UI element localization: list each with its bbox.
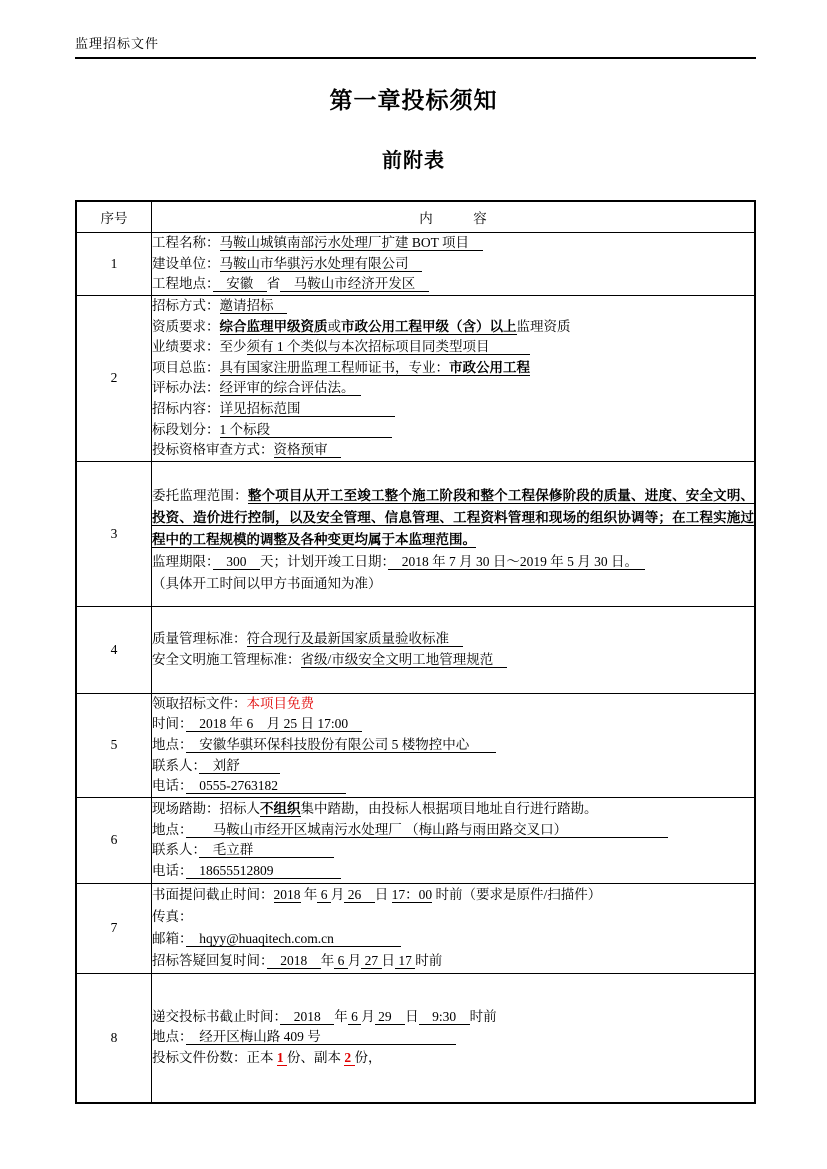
content-line bbox=[152, 629, 754, 650]
row-number-cell: 8 bbox=[76, 973, 152, 1103]
table-row bbox=[76, 606, 755, 693]
text-segment: 项目总监： bbox=[152, 359, 220, 375]
text-segment: 不组织 bbox=[260, 801, 301, 817]
text-segment: 2018 年 7 月 30 日～2019 年 5 月 30 日。 bbox=[388, 553, 645, 569]
text-segment: 0555-2763182 bbox=[185, 778, 346, 794]
text-segment: 2018 bbox=[280, 1008, 335, 1024]
row-number-cell: 6 bbox=[76, 797, 152, 883]
row-number-cell: 1 bbox=[76, 233, 152, 296]
text-segment: 天；计划开竣工日期： bbox=[260, 553, 389, 569]
text-segment: 马鞍山市经济开发区 bbox=[280, 276, 429, 292]
text-segment: 建设单位： bbox=[152, 255, 220, 271]
table-header bbox=[76, 201, 755, 233]
content-line bbox=[152, 233, 754, 254]
text-segment: 资质要求： bbox=[152, 318, 220, 334]
content-line bbox=[152, 573, 754, 595]
text-segment: 联系人： bbox=[152, 757, 200, 773]
content-line bbox=[152, 1048, 754, 1069]
text-segment: 现场踏勘：招标人 bbox=[152, 801, 260, 817]
text-segment: 质量管理标准： bbox=[152, 631, 247, 647]
text-segment: 投标资格审查方式： bbox=[152, 442, 274, 458]
text-segment: 招标方式： bbox=[152, 298, 220, 313]
text-segment: 招标答疑回复时间： bbox=[152, 953, 267, 969]
content-line bbox=[152, 714, 754, 735]
text-segment: 6 bbox=[317, 887, 331, 903]
text-segment: 安徽华骐环保科技股份有限公司 5 楼物控中心 bbox=[185, 736, 497, 752]
text-segment: 地点： bbox=[152, 1029, 186, 1045]
page-title: 前附表 bbox=[382, 150, 445, 172]
content-line bbox=[152, 840, 754, 861]
text-segment: hqyy@huaqitech.com.cn bbox=[185, 931, 402, 947]
content-line bbox=[152, 906, 754, 928]
text-segment: 经开区梅山路 409 号 bbox=[185, 1029, 456, 1045]
text-segment: 2018 年 6 月 25 日 17:00 bbox=[185, 716, 362, 732]
text-segment: 时前 bbox=[415, 953, 443, 969]
content-line bbox=[152, 420, 754, 441]
text-segment: 1 个标段 bbox=[219, 421, 392, 437]
text-segment: 委托监理范围： bbox=[152, 487, 248, 503]
content-line bbox=[152, 756, 754, 777]
text-segment: 6 bbox=[334, 953, 348, 969]
front-attached-table bbox=[75, 200, 756, 1104]
text-segment: 招标内容： bbox=[152, 400, 220, 416]
text-segment: 月 bbox=[361, 1008, 375, 1024]
text-segment: 月 bbox=[347, 953, 362, 969]
column-header-content: 内 容 bbox=[152, 201, 756, 233]
text-segment: 省 bbox=[266, 276, 281, 292]
content-line bbox=[152, 254, 754, 275]
text-segment: 时前（要求是原件/扫描件） bbox=[432, 887, 602, 903]
row-number-cell: 2 bbox=[76, 296, 152, 462]
table-row bbox=[76, 461, 755, 606]
content-line bbox=[152, 378, 754, 399]
text-segment: 17 bbox=[395, 953, 416, 969]
text-segment: 2018 bbox=[273, 887, 301, 903]
text-segment: 29 bbox=[374, 1008, 406, 1024]
text-segment: 市政公用工程 bbox=[449, 359, 530, 375]
header-label: 监理招标文件 bbox=[75, 36, 160, 51]
text-segment: 安全文明施工管理标准： bbox=[152, 651, 301, 667]
chapter-title: 第一章投标须知 bbox=[329, 88, 498, 113]
text-segment: 工程名称： bbox=[152, 235, 220, 251]
text-segment: 1 bbox=[276, 1050, 287, 1066]
text-segment: 年 bbox=[334, 1008, 348, 1024]
text-segment: 份， bbox=[354, 1050, 382, 1066]
table-row bbox=[76, 693, 755, 797]
text-segment: 马鞍山城镇南部污水处理厂扩建 BOT 项目 bbox=[219, 235, 483, 251]
text-segment: 经评审的综合评估法。 bbox=[219, 380, 362, 396]
text-segment: 26 bbox=[344, 887, 375, 903]
text-segment: 省级/市级安全文明工地管理规范 bbox=[300, 651, 507, 667]
row-content-cell bbox=[152, 973, 756, 1103]
text-segment: 投标文件份数：正本 bbox=[152, 1050, 277, 1066]
content-line bbox=[152, 884, 754, 906]
row-number-cell: 7 bbox=[76, 883, 152, 973]
text-segment: 地点： bbox=[152, 821, 186, 837]
content-line bbox=[152, 1027, 754, 1048]
text-segment: 评标办法： bbox=[152, 380, 220, 396]
table-row bbox=[76, 296, 755, 462]
text-segment: 日 bbox=[381, 953, 395, 969]
table-body bbox=[76, 233, 755, 1103]
content-line bbox=[152, 274, 754, 295]
text-segment: 须有 1 个类似与本次招标项目同类型项目 bbox=[246, 339, 530, 355]
text-segment: 18655512809 bbox=[185, 862, 341, 878]
text-segment: 毛立群 bbox=[199, 842, 335, 858]
text-segment: 17：00 bbox=[391, 887, 433, 903]
text-segment: 时间： bbox=[152, 716, 186, 732]
text-segment: 详见招标范围 bbox=[219, 400, 395, 416]
content-line bbox=[152, 650, 754, 671]
content-line bbox=[152, 399, 754, 420]
content-line bbox=[152, 861, 754, 882]
column-header-number: 序号 bbox=[76, 201, 152, 233]
text-segment: 马鞍山市经开区城南污水处理厂 （梅山路与雨田路交叉口） bbox=[185, 821, 669, 837]
text-segment: 月 bbox=[330, 887, 345, 903]
row-content-cell bbox=[152, 883, 756, 973]
text-segment: 电话： bbox=[152, 862, 186, 878]
content-line bbox=[152, 551, 754, 573]
text-segment: 电话： bbox=[152, 778, 186, 794]
page-header bbox=[75, 33, 756, 59]
table-row bbox=[76, 797, 755, 883]
text-segment: 27 bbox=[361, 953, 382, 969]
content-line bbox=[152, 1007, 754, 1028]
row-content-cell bbox=[152, 296, 756, 462]
table-row bbox=[76, 233, 755, 296]
text-segment: 传真： bbox=[152, 909, 193, 925]
row-number-cell: 5 bbox=[76, 693, 152, 797]
text-segment: 标段划分： bbox=[152, 421, 220, 437]
content-line bbox=[152, 317, 754, 338]
content-line bbox=[152, 694, 754, 715]
text-segment: 日 bbox=[405, 1008, 419, 1024]
text-segment: 日 bbox=[374, 887, 392, 903]
content-line bbox=[152, 950, 754, 972]
content-line bbox=[152, 440, 754, 461]
text-segment: 综合监理甲级资质 bbox=[219, 318, 328, 334]
text-segment: 时前 bbox=[469, 1008, 497, 1024]
text-segment: （具体开工时间以甲方书面通知为准） bbox=[152, 575, 382, 591]
text-segment: 或 bbox=[327, 318, 341, 334]
content-line bbox=[152, 799, 754, 820]
row-content-cell bbox=[152, 606, 756, 693]
table-row bbox=[76, 883, 755, 973]
text-segment: 刘舒 bbox=[199, 757, 281, 773]
text-segment: 资格预审 bbox=[273, 442, 341, 458]
content-line bbox=[152, 485, 754, 551]
text-segment: 邀请招标 bbox=[219, 298, 287, 313]
row-content-cell bbox=[152, 693, 756, 797]
content-line bbox=[152, 358, 754, 379]
text-segment: 地点： bbox=[152, 736, 186, 752]
text-segment: 2 bbox=[344, 1050, 355, 1066]
text-segment: 6 bbox=[347, 1008, 362, 1024]
text-segment: 符合现行及最新国家质量验收标准 bbox=[246, 631, 463, 647]
content-line bbox=[152, 296, 754, 317]
row-content-cell bbox=[152, 461, 756, 606]
text-segment: 书面提问截止时间： bbox=[152, 887, 274, 903]
content-line bbox=[152, 776, 754, 797]
text-segment: 具有国家注册监理工程师证书，专业： bbox=[219, 359, 449, 375]
text-segment: 本项目免费 bbox=[246, 695, 314, 711]
text-segment: 集中踏勘，由投标人根据项目地址自行进行踏勘。 bbox=[300, 801, 598, 817]
text-segment: 邮箱： bbox=[152, 931, 186, 947]
text-segment: 业绩要求：至少 bbox=[152, 339, 247, 355]
text-segment: 安徽 bbox=[212, 276, 267, 292]
table-header-row bbox=[76, 201, 755, 233]
row-content-cell bbox=[152, 233, 756, 296]
content-line bbox=[152, 337, 754, 358]
text-segment: 年 bbox=[320, 953, 335, 969]
content-line bbox=[152, 820, 754, 841]
table-row bbox=[76, 973, 755, 1103]
text-segment: 马鞍山市华骐污水处理有限公司 bbox=[219, 255, 422, 271]
content-line bbox=[152, 928, 754, 950]
text-segment: 领取招标文件： bbox=[152, 695, 247, 711]
text-segment: 2018 bbox=[266, 953, 321, 969]
text-segment: 年 bbox=[300, 887, 318, 903]
row-content-cell bbox=[152, 797, 756, 883]
text-segment: 工程地点： bbox=[152, 276, 213, 292]
text-segment: 9:30 bbox=[418, 1008, 470, 1024]
text-segment: 联系人： bbox=[152, 842, 200, 858]
text-segment: 300 bbox=[212, 553, 260, 569]
content-line bbox=[152, 735, 754, 756]
text-segment: 监理期限： bbox=[152, 553, 213, 569]
text-segment: 递交投标书截止时间： bbox=[152, 1008, 281, 1024]
text-segment: 监理资质 bbox=[516, 318, 571, 334]
text-segment: 市政公用工程甲级（含）以上 bbox=[341, 318, 517, 334]
row-number-cell: 3 bbox=[76, 461, 152, 606]
row-number-cell: 4 bbox=[76, 606, 152, 693]
text-segment: 整个项目从开工至竣工整个施工阶段和整个工程保修阶段的质量、进度、安全文明、投资、造价进行控制，以及安全管理、信息管理、工程资料管理和现场的组织协调等；在工程实施过程中的工程规模的调整及各种变更均属于本监理范围。 bbox=[152, 487, 755, 547]
text-segment: 份、副本 bbox=[287, 1050, 345, 1066]
